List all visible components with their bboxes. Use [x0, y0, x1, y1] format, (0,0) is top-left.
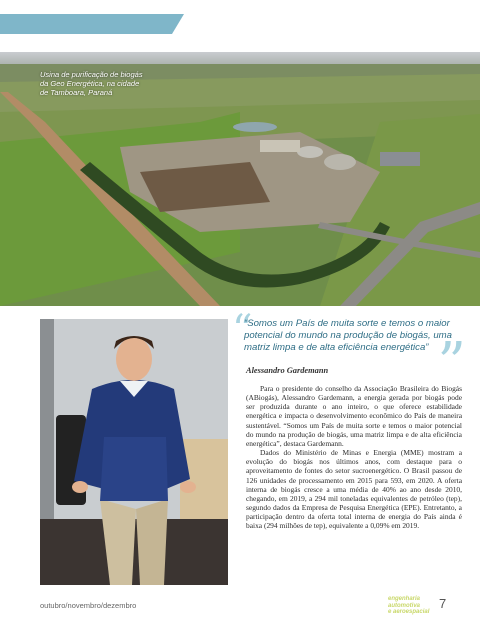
article-body: [246, 384, 462, 531]
paragraph: Dados do Ministério de Minas e Energia (MME) mostram a evolução do biogás nos últimos anos, com destaque para o aproveitamento de fontes do setor sucroenergético. O Brasil passou de 126 unidades de processamento em 2015 para 593, em 2020. A oferta interna de biogás cresce a uma média de 40% ao ano desde 2010, chegando, em 2019, a 294 mil toneladas equivalentes de petróleo (tep), segundo dados da Empresa de Pesquisa Energética (EPE). Entretanto, a participação dentro da oferta total interna de energia do País ainda é baixa (294 milhões de tep), equivalente a 0,09% em 2019.: [246, 448, 462, 531]
issue-date: outubro/novembro/dezembro: [40, 601, 137, 610]
brand-line: e aeroespacial: [388, 609, 430, 615]
page-number: 7: [439, 596, 447, 611]
open-quote-icon: “: [232, 307, 253, 353]
pull-quote-text: “Somos um País de muita sorte e temos o maior potencial do mundo na produção de biogás, uma matriz limpa e de alta eficiência energética”: [244, 318, 453, 353]
photo-caption: Usina de purificação de biogás da Geo Energética, na cidade de Tamboara, Paraná: [40, 70, 143, 97]
close-quote-icon: ”: [437, 331, 466, 396]
brand-line: engenharia: [388, 596, 421, 602]
quote-author: Alessandro Gardemann: [246, 366, 329, 375]
header-accent-band: [0, 14, 172, 34]
magazine-brand: [388, 596, 432, 616]
portrait-photo-alessandro-gardemann: [40, 319, 228, 585]
paragraph: Para o presidente do conselho da Associação Brasileira do Biogás (ABiogás), Alessandro Gardemann, a energia gerada por biogás pode ser produzida durante o ano inteiro, o que oferece estabilidade energética e impacta o desenvolvimento econômico do País de maneira sustentável. “Somos um País de muita sorte e temos o maior potencial do mundo na produção de biogás, uma matriz limpa e de alta eficiência energética”, destaca Gardemann.: [246, 384, 462, 448]
brand-line: automotiva: [388, 602, 421, 609]
